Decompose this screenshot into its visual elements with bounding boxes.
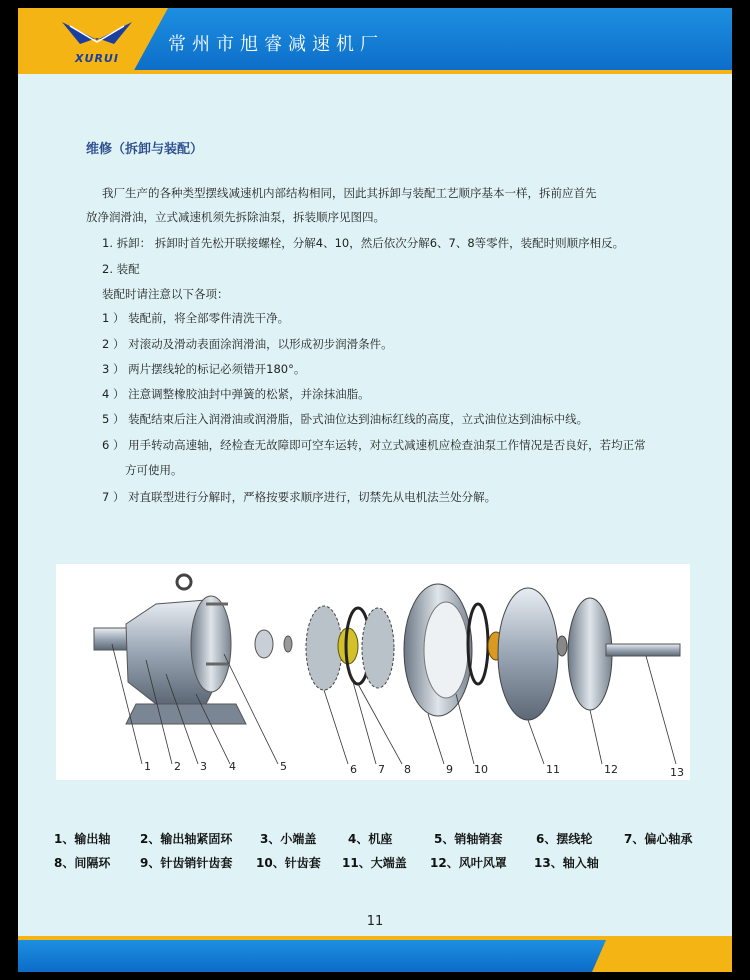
callout-9: 9 <box>446 763 453 776</box>
list-item: 4 ） 注意调整橡胶油封中弹簧的松紧，并涂抹油脂。 <box>102 387 370 401</box>
legend-item: 2、输出轴紧固环 <box>140 832 233 846</box>
list-item: 7 ） 对直联型进行分解时，严格按要求顺序进行，切禁先从电机法兰处分解。 <box>102 490 497 504</box>
pin-gear-inner <box>424 602 468 698</box>
list-item: 6 ） 用手转动高速轴，经检查无故障即可空车运转，对立式减速机应检查油泵工作情况是否良好，若均正常 <box>102 438 646 452</box>
company-name: 常州市旭睿减速机厂 <box>168 34 384 55</box>
housing-flange <box>191 596 231 692</box>
callout-4: 4 <box>229 760 236 773</box>
logo-text: XURUI <box>75 52 119 65</box>
section-title: 维修（拆卸与装配） <box>86 142 204 157</box>
callout-10: 10 <box>474 763 488 776</box>
paragraph-line: 1. 拆卸： 拆卸时首先松开联接螺栓，分解4、10，然后依次分解6、7、8等零件，装配时则顺序相反。 <box>102 236 625 250</box>
cycloid-disc <box>306 606 342 690</box>
callout-labels <box>144 760 684 779</box>
legend-item: 9、针齿销针齿套 <box>140 856 233 870</box>
list-item-continuation: 方可使用。 <box>125 463 183 477</box>
legend-item: 12、风叶风罩 <box>430 856 507 870</box>
exploded-view-figure <box>56 564 690 780</box>
legend-item: 11、大端盖 <box>342 856 407 870</box>
callout-1: 1 <box>144 760 151 773</box>
paragraph-line: 装配时请注意以下各项： <box>102 287 229 301</box>
list-item: 3 ） 两片摆线轮的标记必须错开180°。 <box>102 362 306 376</box>
paragraph-line: 我厂生产的各种类型摆线减速机内部结构相同，因此其拆卸与装配工艺顺序基本一样，拆前应首先 <box>102 186 597 200</box>
bearing-part <box>255 630 273 658</box>
housing-assembly <box>94 575 246 724</box>
legend-item: 7、偏心轴承 <box>624 832 693 846</box>
brochure-page <box>18 8 732 972</box>
legend-item: 8、间隔环 <box>54 856 111 870</box>
callout-6: 6 <box>350 763 357 776</box>
cycloid-disc-2 <box>362 608 394 688</box>
list-item: 2 ） 对滚动及滑动表面涂润滑油，以形成初步润滑条件。 <box>102 337 393 351</box>
housing-base <box>126 704 246 724</box>
page-number: 11 <box>366 914 384 929</box>
output-shaft <box>94 628 130 650</box>
bird-logo-icon <box>52 14 142 54</box>
callout-12: 12 <box>604 763 618 776</box>
list-item: 1 ） 装配前，将全部零件清洗干净。 <box>102 311 290 325</box>
input-shaft <box>606 644 680 656</box>
callout-11: 11 <box>546 763 560 776</box>
large-end-cover <box>498 588 558 720</box>
list-item: 5 ） 装配结束后注入润滑油或润滑脂，卧式油位达到油标红线的高度，立式油位达到油标中线。 <box>102 412 589 426</box>
footer-accent <box>592 940 732 972</box>
reducer-exploded-diagram <box>56 564 690 780</box>
paragraph-line: 2. 装配 <box>102 262 140 276</box>
header-stripe <box>18 70 732 74</box>
lifting-eye <box>177 575 191 589</box>
legend-item: 10、针齿套 <box>256 856 321 870</box>
callout-8: 8 <box>404 763 411 776</box>
legend-item: 5、销轴销套 <box>434 832 503 846</box>
callout-5: 5 <box>280 760 287 773</box>
callout-13: 13 <box>670 766 684 779</box>
fan-cover <box>568 598 612 710</box>
legend-item: 13、轴入轴 <box>534 856 599 870</box>
callout-2: 2 <box>174 760 181 773</box>
callout-3: 3 <box>200 760 207 773</box>
company-logo <box>52 14 142 68</box>
spacer-part <box>284 636 292 652</box>
legend-item: 1、输出轴 <box>54 832 111 846</box>
legend-item: 6、摆线轮 <box>536 832 593 846</box>
paragraph-line: 放净润滑油，立式减速机须先拆除油泵，拆装顺序见图四。 <box>86 210 385 224</box>
callout-7: 7 <box>378 763 385 776</box>
legend-item: 3、小端盖 <box>260 832 317 846</box>
legend-item: 4、机座 <box>348 832 393 846</box>
